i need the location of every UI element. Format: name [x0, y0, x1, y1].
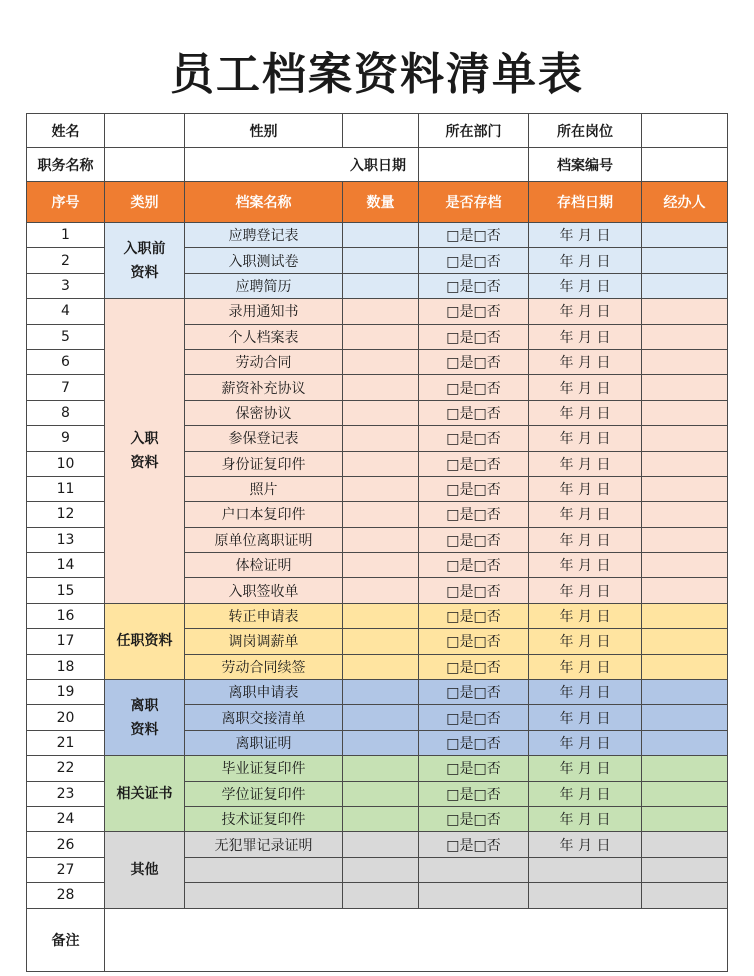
document-name: 劳动合同 — [185, 349, 343, 374]
position-label: 所在岗位 — [529, 114, 642, 148]
document-name: 应聘简历 — [185, 273, 343, 298]
column-header: 存档日期 — [529, 182, 642, 223]
quantity-field[interactable] — [343, 756, 419, 781]
archive-date[interactable]: 年 月 日 — [529, 578, 642, 603]
file-no-label: 档案编号 — [529, 148, 642, 182]
category-label: 任职资料 — [105, 603, 185, 679]
remark-row — [27, 908, 728, 971]
row-number: 12 — [27, 502, 105, 527]
quantity-field[interactable] — [343, 324, 419, 349]
handler-field[interactable] — [642, 603, 728, 628]
archive-date[interactable]: 年 月 日 — [529, 705, 642, 730]
document-name: 个人档案表 — [185, 324, 343, 349]
category-label: 入职 资料 — [105, 299, 185, 604]
archived-checkbox[interactable]: □是□否 — [419, 756, 529, 781]
archived-checkbox[interactable]: □是□否 — [419, 603, 529, 628]
archived-checkbox[interactable]: □是□否 — [419, 553, 529, 578]
quantity-field[interactable] — [343, 349, 419, 374]
archive-date[interactable]: 年 月 日 — [529, 375, 642, 400]
archived-checkbox[interactable]: □是□否 — [419, 705, 529, 730]
quantity-field[interactable] — [343, 781, 419, 806]
quantity-field[interactable] — [343, 400, 419, 425]
department-label: 所在部门 — [419, 114, 529, 148]
row-number: 23 — [27, 781, 105, 806]
info-row-1 — [27, 114, 728, 148]
archive-date[interactable]: 年 月 日 — [529, 832, 642, 857]
document-name: 离职申请表 — [185, 680, 343, 705]
quantity-field[interactable] — [343, 553, 419, 578]
row-number: 7 — [27, 375, 105, 400]
handler-field[interactable] — [642, 705, 728, 730]
handler-field[interactable] — [642, 680, 728, 705]
quantity-field[interactable] — [343, 883, 419, 908]
job-title-field[interactable] — [105, 148, 185, 182]
archived-checkbox[interactable]: □是□否 — [419, 781, 529, 806]
document-name: 户口本复印件 — [185, 502, 343, 527]
archive-date[interactable]: 年 月 日 — [529, 248, 642, 273]
quantity-field[interactable] — [343, 857, 419, 882]
archived-checkbox[interactable]: □是□否 — [419, 349, 529, 374]
handler-field[interactable] — [642, 654, 728, 679]
archive-date[interactable]: 年 月 日 — [529, 324, 642, 349]
archive-date[interactable]: 年 月 日 — [529, 680, 642, 705]
handler-field[interactable] — [642, 299, 728, 324]
column-header: 档案名称 — [185, 182, 343, 223]
quantity-field[interactable] — [343, 705, 419, 730]
handler-field[interactable] — [642, 857, 728, 882]
category-label: 其他 — [105, 832, 185, 908]
archived-checkbox[interactable]: □是□否 — [419, 680, 529, 705]
name-field[interactable] — [105, 114, 185, 148]
quantity-field[interactable] — [343, 832, 419, 857]
quantity-field[interactable] — [343, 629, 419, 654]
row-number: 24 — [27, 806, 105, 831]
document-name: 照片 — [185, 476, 343, 501]
quantity-field[interactable] — [343, 654, 419, 679]
document-name: 身份证复印件 — [185, 451, 343, 476]
handler-field[interactable] — [642, 502, 728, 527]
handler-field[interactable] — [642, 273, 728, 298]
handler-field[interactable] — [642, 756, 728, 781]
archive-date[interactable]: 年 月 日 — [529, 527, 642, 552]
column-header-row — [27, 182, 728, 223]
document-name: 劳动合同续签 — [185, 654, 343, 679]
info-row-2 — [27, 148, 728, 182]
row-number: 17 — [27, 629, 105, 654]
archive-date[interactable]: 年 月 日 — [529, 730, 642, 755]
table-row — [27, 832, 728, 857]
handler-field[interactable] — [642, 527, 728, 552]
archived-checkbox[interactable]: □是□否 — [419, 578, 529, 603]
document-name: 体检证明 — [185, 553, 343, 578]
quantity-field[interactable] — [343, 223, 419, 248]
document-name — [185, 883, 343, 908]
archive-date[interactable]: 年 月 日 — [529, 629, 642, 654]
row-number: 3 — [27, 273, 105, 298]
quantity-field[interactable] — [343, 730, 419, 755]
gender-field[interactable] — [343, 114, 419, 148]
row-number: 14 — [27, 553, 105, 578]
archived-checkbox[interactable]: □是□否 — [419, 324, 529, 349]
category-label: 离职 资料 — [105, 680, 185, 756]
document-name: 参保登记表 — [185, 426, 343, 451]
archive-date[interactable]: 年 月 日 — [529, 223, 642, 248]
archived-checkbox[interactable]: □是□否 — [419, 426, 529, 451]
document-name: 无犯罪记录证明 — [185, 832, 343, 857]
file-no-field[interactable] — [642, 148, 728, 182]
archived-checkbox[interactable] — [419, 883, 529, 908]
handler-field[interactable] — [642, 730, 728, 755]
archived-checkbox[interactable]: □是□否 — [419, 400, 529, 425]
hire-date-label: 入职日期 — [185, 148, 419, 182]
gender-label: 性别 — [185, 114, 343, 148]
column-header: 类别 — [105, 182, 185, 223]
row-number: 18 — [27, 654, 105, 679]
row-number: 26 — [27, 832, 105, 857]
document-name: 技术证复印件 — [185, 806, 343, 831]
document-name: 保密协议 — [185, 400, 343, 425]
archived-checkbox[interactable]: □是□否 — [419, 527, 529, 552]
handler-field[interactable] — [642, 400, 728, 425]
archived-checkbox[interactable]: □是□否 — [419, 832, 529, 857]
category-label: 相关证书 — [105, 756, 185, 832]
archived-checkbox[interactable]: □是□否 — [419, 248, 529, 273]
table-row — [27, 299, 728, 324]
quantity-field[interactable] — [343, 476, 419, 501]
table-row — [27, 680, 728, 705]
quantity-field[interactable] — [343, 680, 419, 705]
archive-date[interactable]: 年 月 日 — [529, 451, 642, 476]
handler-field[interactable] — [642, 349, 728, 374]
archive-date[interactable]: 年 月 日 — [529, 603, 642, 628]
name-label: 姓名 — [27, 114, 105, 148]
quantity-field[interactable] — [343, 426, 419, 451]
archive-date[interactable]: 年 月 日 — [529, 654, 642, 679]
document-name: 学位证复印件 — [185, 781, 343, 806]
document-name: 录用通知书 — [185, 299, 343, 324]
row-number: 21 — [27, 730, 105, 755]
row-number: 28 — [27, 883, 105, 908]
quantity-field[interactable] — [343, 527, 419, 552]
row-number: 9 — [27, 426, 105, 451]
row-number: 1 — [27, 223, 105, 248]
row-number: 22 — [27, 756, 105, 781]
row-number: 15 — [27, 578, 105, 603]
handler-field[interactable] — [642, 476, 728, 501]
row-number: 2 — [27, 248, 105, 273]
remark-field[interactable] — [105, 908, 728, 971]
row-number: 11 — [27, 476, 105, 501]
handler-field[interactable] — [642, 578, 728, 603]
handler-field[interactable] — [642, 781, 728, 806]
row-number: 13 — [27, 527, 105, 552]
row-number: 6 — [27, 349, 105, 374]
archive-date[interactable]: 年 月 日 — [529, 299, 642, 324]
handler-field[interactable] — [642, 806, 728, 831]
quantity-field[interactable] — [343, 248, 419, 273]
row-number: 8 — [27, 400, 105, 425]
archive-date[interactable]: 年 月 日 — [529, 553, 642, 578]
row-number: 19 — [27, 680, 105, 705]
archived-checkbox[interactable]: □是□否 — [419, 502, 529, 527]
job-title-label: 职务名称 — [27, 148, 105, 182]
handler-field[interactable] — [642, 375, 728, 400]
column-header: 序号 — [27, 182, 105, 223]
archived-checkbox[interactable]: □是□否 — [419, 629, 529, 654]
remark-label: 备注 — [27, 908, 105, 971]
archived-checkbox[interactable] — [419, 857, 529, 882]
column-header: 经办人 — [642, 182, 728, 223]
quantity-field[interactable] — [343, 451, 419, 476]
archive-date[interactable]: 年 月 日 — [529, 781, 642, 806]
handler-field[interactable] — [642, 832, 728, 857]
document-name: 薪资补充协议 — [185, 375, 343, 400]
quantity-field[interactable] — [343, 299, 419, 324]
archived-checkbox[interactable]: □是□否 — [419, 273, 529, 298]
archive-date[interactable] — [529, 857, 642, 882]
row-number: 10 — [27, 451, 105, 476]
quantity-field[interactable] — [343, 806, 419, 831]
archived-checkbox[interactable]: □是□否 — [419, 730, 529, 755]
archive-date[interactable]: 年 月 日 — [529, 426, 642, 451]
handler-field[interactable] — [642, 629, 728, 654]
archived-checkbox[interactable]: □是□否 — [419, 451, 529, 476]
table-row — [27, 603, 728, 628]
archived-checkbox[interactable]: □是□否 — [419, 375, 529, 400]
archive-date[interactable]: 年 月 日 — [529, 349, 642, 374]
handler-field[interactable] — [642, 553, 728, 578]
handler-field[interactable] — [642, 426, 728, 451]
column-header: 数量 — [343, 182, 419, 223]
document-name — [185, 857, 343, 882]
archive-date[interactable]: 年 月 日 — [529, 476, 642, 501]
document-name: 离职证明 — [185, 730, 343, 755]
handler-field[interactable] — [642, 451, 728, 476]
row-number: 20 — [27, 705, 105, 730]
archived-checkbox[interactable]: □是□否 — [419, 299, 529, 324]
quantity-field[interactable] — [343, 603, 419, 628]
document-name: 转正申请表 — [185, 603, 343, 628]
archive-checklist-table — [26, 113, 728, 972]
archived-checkbox[interactable]: □是□否 — [419, 476, 529, 501]
archived-checkbox[interactable]: □是□否 — [419, 223, 529, 248]
position-field[interactable] — [642, 114, 728, 148]
archive-date[interactable] — [529, 883, 642, 908]
handler-field[interactable] — [642, 223, 728, 248]
row-number: 4 — [27, 299, 105, 324]
document-name: 调岗调薪单 — [185, 629, 343, 654]
document-name: 入职测试卷 — [185, 248, 343, 273]
archived-checkbox[interactable]: □是□否 — [419, 806, 529, 831]
document-name: 毕业证复印件 — [185, 756, 343, 781]
row-number: 27 — [27, 857, 105, 882]
document-name: 原单位离职证明 — [185, 527, 343, 552]
page-title: 员工档案资料清单表 — [170, 49, 584, 100]
quantity-field[interactable] — [343, 502, 419, 527]
column-header: 是否存档 — [419, 182, 529, 223]
handler-field[interactable] — [642, 248, 728, 273]
archived-checkbox[interactable]: □是□否 — [419, 654, 529, 679]
quantity-field[interactable] — [343, 273, 419, 298]
category-label: 入职前 资料 — [105, 223, 185, 299]
handler-field[interactable] — [642, 324, 728, 349]
archive-date[interactable]: 年 月 日 — [529, 806, 642, 831]
table-row — [27, 756, 728, 781]
table-row — [27, 223, 728, 248]
document-name: 离职交接清单 — [185, 705, 343, 730]
hire-date-field[interactable] — [419, 148, 529, 182]
archive-date[interactable]: 年 月 日 — [529, 273, 642, 298]
row-number: 16 — [27, 603, 105, 628]
quantity-field[interactable] — [343, 375, 419, 400]
archive-date[interactable]: 年 月 日 — [529, 400, 642, 425]
document-name: 应聘登记表 — [185, 223, 343, 248]
row-number: 5 — [27, 324, 105, 349]
document-name: 入职签收单 — [185, 578, 343, 603]
archive-date[interactable]: 年 月 日 — [529, 756, 642, 781]
archive-date[interactable]: 年 月 日 — [529, 502, 642, 527]
handler-field[interactable] — [642, 883, 728, 908]
quantity-field[interactable] — [343, 578, 419, 603]
